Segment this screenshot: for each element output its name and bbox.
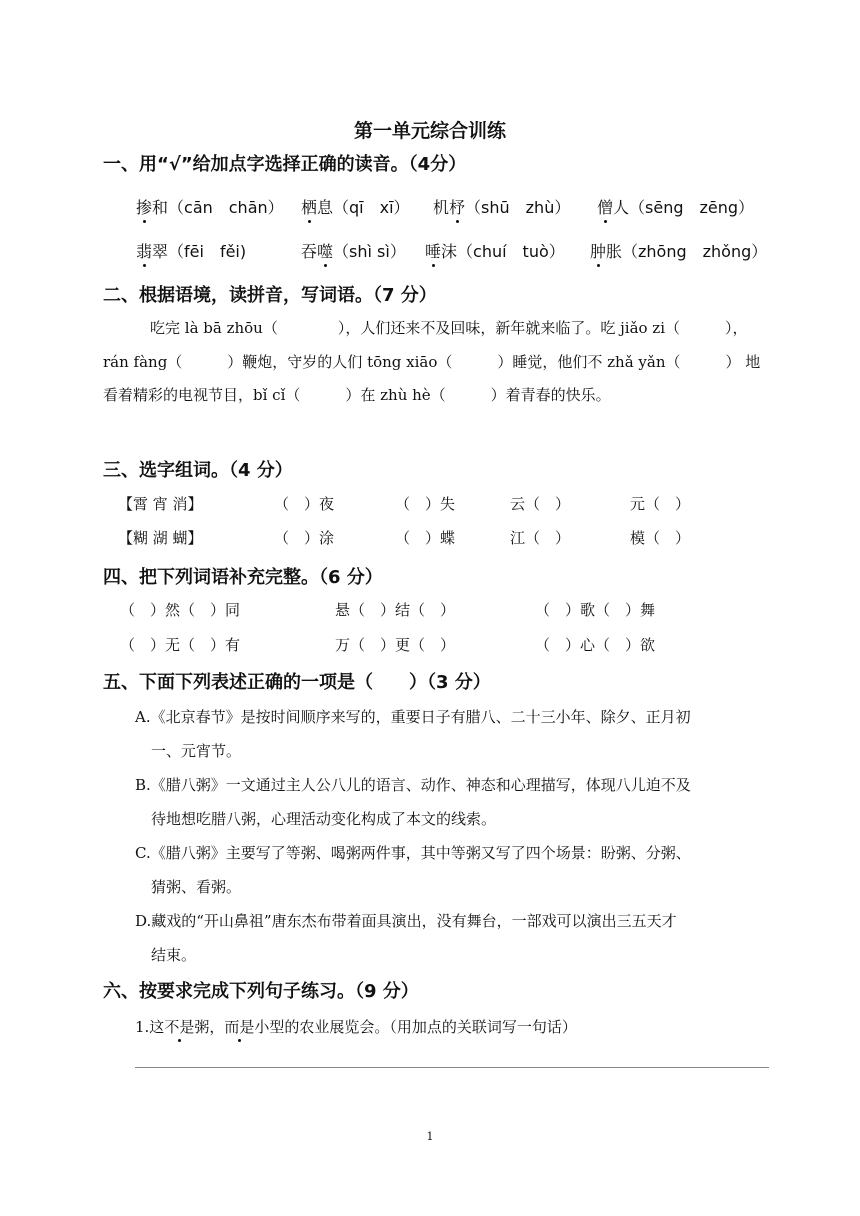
blank-item: 云（ ） — [510, 495, 571, 513]
dotted-char: 肿 — [590, 239, 606, 262]
section-4-heading: 四、把下列词语补充完整。（6 分） — [103, 567, 383, 588]
text: 粥， — [194, 1018, 225, 1036]
option-a — [135, 700, 769, 768]
dotted-char: 栖 — [301, 195, 317, 218]
blank-item: 江（ ） — [510, 529, 571, 547]
pinyin-options: （shū zhù） — [465, 198, 571, 217]
idiom-blank: （ ）心（ ）欲 — [535, 636, 656, 654]
dotted-char: 唾 — [425, 239, 441, 262]
pinyin-item — [301, 195, 410, 218]
section-6-heading: 六、按要求完成下列句子练习。（9 分） — [103, 981, 419, 1002]
pinyin-item — [425, 239, 565, 262]
idiom-blank: （ ）无（ ）有 — [120, 636, 241, 654]
dotted-char: 翡 — [136, 239, 152, 262]
char-group: 【霄 宵 消】 — [118, 495, 203, 513]
blank-item: （ ）失 — [395, 495, 456, 513]
pinyin-options: 胀（zhōng zhǒng） — [606, 242, 768, 261]
pinyin-item — [433, 195, 570, 218]
section-3-heading: 三、选字组词。（4 分） — [103, 460, 293, 481]
idiom-blank: 悬（ ）结（ ） — [335, 601, 456, 619]
pinyin-paragraph: 吃完 là bā zhōu（ ），人们还来不及回味，新年就来临了。吃 jiǎo zi（ ），rán fàng（ ）鞭炮，守岁的人们 tōng xiāo（ ）睡觉，他们不 zhǎ yǎn（ ） 地看着精彩的电视节目，bǐ cǐ（ ）在 zhù hè（ ）着青春的快乐。 — [103, 319, 761, 404]
pinyin-item — [301, 239, 406, 262]
blank-item: （ ）蝶 — [395, 529, 456, 547]
dotted-char: 掺 — [136, 195, 152, 218]
blank-item: 元（ ） — [630, 495, 691, 513]
char-group: 【糊 湖 蝴】 — [118, 529, 203, 547]
text: 小型的农业展览会。（用加点的关联词写一句话） — [254, 1018, 577, 1036]
pinyin-options: 翠（fēi fěi) — [152, 242, 247, 261]
option-line: 结束。 — [151, 946, 197, 964]
option-d — [135, 904, 769, 972]
pinyin-options: 息（qī xī） — [317, 198, 410, 217]
blank-item: （ ）涂 — [274, 529, 335, 547]
page-number: 1 — [426, 1130, 434, 1143]
dotted-word: 而是 — [224, 1018, 255, 1036]
pinyin-options: 和（cān chān） — [152, 198, 284, 217]
option-line: 一、元宵节。 — [151, 742, 242, 760]
option-line: 猜粥、看粥。 — [151, 878, 242, 896]
answer-line[interactable] — [135, 1067, 769, 1068]
idiom-blank: 万（ ）更（ ） — [335, 636, 456, 654]
option-line: C.《腊八粥》主要写了等粥、喝粥两件事，其中等粥又写了四个场景：盼粥、分粥、 — [135, 844, 691, 862]
plain-char: 吞 — [301, 242, 318, 261]
section-2-heading: 二、根据语境，读拼音，写词语。（7 分） — [103, 285, 437, 306]
pinyin-item — [590, 239, 767, 262]
idiom-blank: （ ）歌（ ）舞 — [535, 601, 656, 619]
dotted-char: 杼 — [449, 195, 465, 218]
option-line: D.藏戏的“开山鼻祖”唐东杰布带着面具演出，没有舞台，一部戏可以演出三五天才 — [135, 912, 677, 930]
option-b — [135, 768, 769, 836]
pinyin-item — [597, 195, 754, 218]
dotted-char: 噬 — [317, 239, 333, 262]
option-line: A.《北京春节》是按时间顺序来写的，重要日子有腊八、二十三小年、除夕、正月初 — [135, 708, 691, 726]
pinyin-item — [136, 239, 246, 262]
option-c — [135, 836, 769, 904]
section-5-heading: 五、下面下列表述正确的一项是（ ）（3 分） — [103, 672, 491, 693]
idiom-blank: （ ）然（ ）同 — [120, 601, 241, 619]
dotted-char: 僧 — [597, 195, 613, 218]
pinyin-item — [136, 195, 284, 218]
sentence-exercise-1 — [135, 1016, 577, 1037]
blank-item: 模（ ） — [630, 529, 691, 547]
text: 1.这 — [135, 1018, 165, 1036]
blank-item: （ ）夜 — [274, 495, 335, 513]
pinyin-options: 沫（chuí tuò） — [441, 242, 565, 261]
dotted-word: 不是 — [164, 1018, 195, 1036]
option-line: B.《腊八粥》一文通过主人公八儿的语言、动作、神态和心理描写，体现八儿迫不及 — [135, 776, 691, 794]
page-title: 第一单元综合训练 — [353, 120, 506, 142]
pinyin-options: 人（sēng zēng） — [613, 198, 755, 217]
section-1-heading: 一、用“√”给加点字选择正确的读音。（4分） — [103, 154, 467, 175]
plain-char: 机 — [433, 198, 450, 217]
option-line: 待地想吃腊八粥，心理活动变化构成了本文的线索。 — [151, 810, 497, 828]
pinyin-options: （shì sì） — [333, 242, 406, 261]
